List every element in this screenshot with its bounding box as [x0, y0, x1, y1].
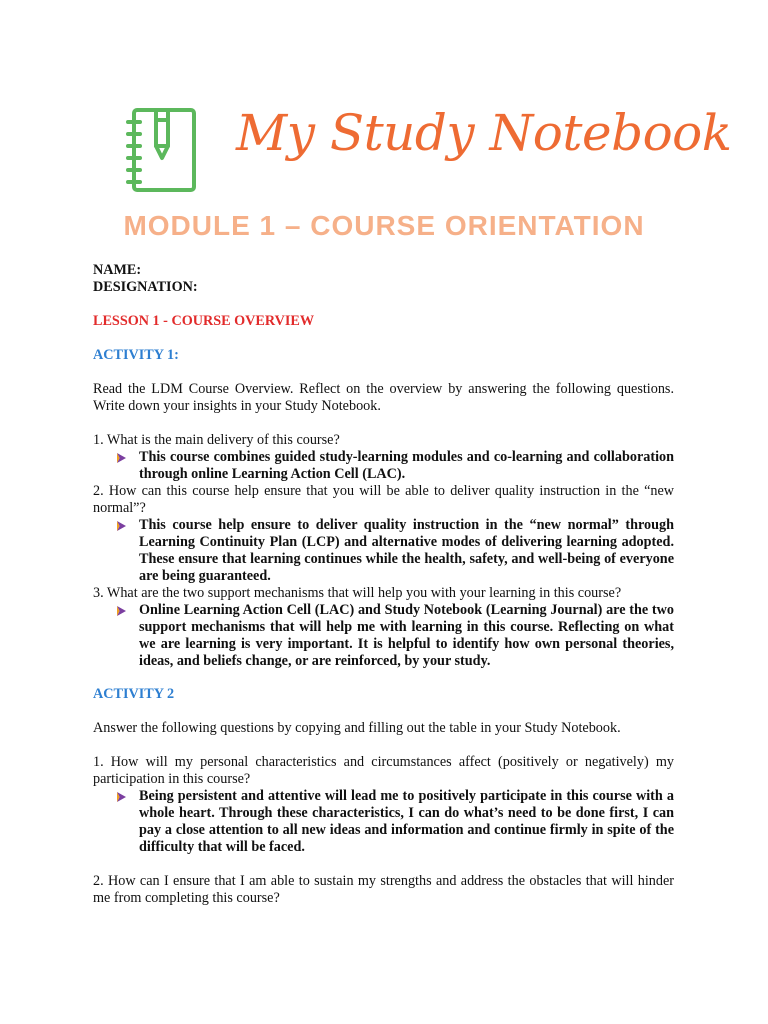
- lesson-title: LESSON 1 - COURSE OVERVIEW: [93, 313, 315, 329]
- answer-text: This course combines guided study-learning modules and co-learning and collaboration through online Learning Action Cell (LAC).: [139, 449, 674, 482]
- answer-text: This course help ensure to deliver quality instruction in the “new normal” through Learning Continuity Plan (LCP) and alternative modes of delivering learning adopted. These ensure that learning continues while the health, safety, and well-being of everyone are being guaranteed.: [139, 517, 674, 584]
- module-title: MODULE 1 – COURSE ORIENTATION: [123, 210, 645, 241]
- question-text: 2. How can this course help ensure that you will be able to deliver quality instruction in the “new normal”?: [93, 483, 674, 516]
- activity-2-heading: ACTIVITY 2: [93, 686, 175, 702]
- designation-field-label: DESIGNATION:: [93, 279, 198, 295]
- question-text: 1. How will my personal characteristics and circumstances affect (positively or negatively) my participation in this course?: [93, 754, 674, 787]
- answer-item: [139, 449, 674, 483]
- arrow-bullet-icon: [115, 791, 127, 803]
- answer-item: [139, 788, 674, 856]
- activity-1-heading: ACTIVITY 1:: [93, 347, 179, 363]
- notebook-title: My Study Notebook: [236, 104, 732, 162]
- arrow-bullet-icon: [115, 452, 127, 464]
- question-text: 3. What are the two support mechanisms that will help you with your learning in this course?: [93, 585, 622, 601]
- question-text: 1. What is the main delivery of this course?: [93, 432, 340, 448]
- notebook-header: [120, 100, 732, 200]
- activity-2-instructions: Answer the following questions by copying and filling out the table in your Study Notebook.: [93, 720, 621, 736]
- answer-text: Online Learning Action Cell (LAC) and Study Notebook (Learning Journal) are the two support mechanisms that will help me with learning in this course. Reflecting on what we are learning is very important. It is helpful to identify how own personal theories, ideas, and beliefs change, or are reinforced, by your study.: [139, 602, 674, 669]
- question-text: 2. How can I ensure that I am able to sustain my strengths and address the obstacles that will hinder me from completing this course?: [93, 873, 674, 906]
- document-body: [93, 262, 674, 907]
- name-field-label: NAME:: [93, 262, 142, 278]
- arrow-bullet-icon: [115, 605, 127, 617]
- notebook-pencil-icon: [124, 106, 200, 194]
- arrow-bullet-icon: [115, 520, 127, 532]
- answer-text: Being persistent and attentive will lead me to positively participate in this course with a whole heart. Through these characteristics, I can do what’s need to be done first, I can pay a close attention to all new ideas and information and continue firmly in spite of the difficulty that will be faced.: [139, 788, 674, 855]
- answer-item: [139, 602, 674, 670]
- answer-item: [139, 517, 674, 585]
- activity-1-instructions: Read the LDM Course Overview. Reflect on the overview by answering the following questions. Write down your insights in your Study Notebook.: [93, 381, 674, 414]
